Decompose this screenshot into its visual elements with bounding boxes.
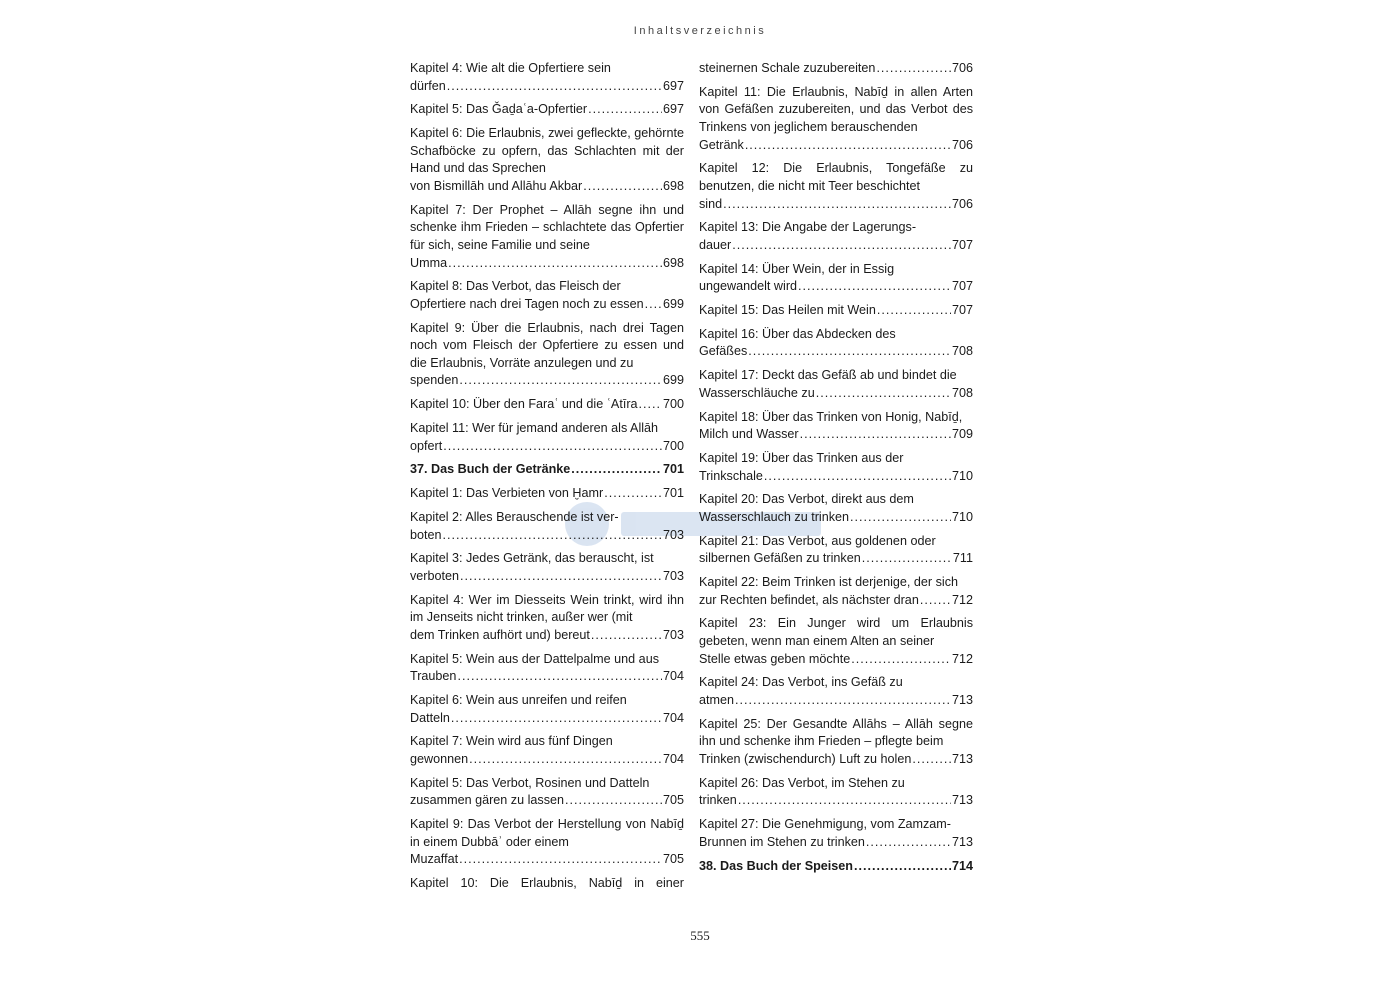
toc-entry-title: boten	[410, 527, 442, 542]
toc-entry[interactable]	[699, 326, 973, 361]
toc-entry-text: Kapitel 26: Das Verbot, im Stehen zu	[699, 775, 905, 790]
toc-entry[interactable]	[410, 875, 684, 893]
toc-entry-text: Kapitel 24: Das Verbot, ins Gefäß zu	[699, 675, 903, 690]
toc-entry-text: Kapitel 3: Jedes Getränk, das berauscht, ist	[410, 551, 654, 566]
toc-page-number: 705	[662, 852, 684, 867]
toc-page-number: 703	[662, 568, 684, 583]
toc-entry-title: Wasserschläuche zu	[699, 385, 815, 400]
toc-page-number: 713	[951, 834, 973, 849]
toc-entry[interactable]	[699, 84, 973, 154]
toc-page-number: 708	[951, 385, 973, 400]
toc-entry[interactable]	[410, 278, 684, 313]
toc-entry-title: Wasserschlauch zu trinken	[699, 509, 850, 524]
running-head: Inhaltsverzeichnis	[633, 25, 767, 37]
toc-entry-title: 37. Das Buch der Getränke	[410, 462, 571, 477]
toc-page-number: 703	[662, 627, 684, 642]
toc-entry-title: ungewandelt wird	[699, 279, 798, 294]
toc-entry[interactable]	[699, 219, 973, 254]
toc-entry-text: Kapitel 23: Ein Junger wird um Erlaubnis gebeten, wenn man einem Alten an seiner	[699, 616, 973, 649]
toc-page-number: 712	[951, 592, 973, 607]
toc-entry[interactable]	[699, 533, 973, 568]
toc-entry-title: gewonnen	[410, 752, 469, 766]
toc-entry-text: Kapitel 4: Wer im Diesseits Wein trinkt, wird ihn im Jenseits nicht trinken, außer wer (mit	[410, 592, 684, 625]
toc-entry-title: trinken	[699, 793, 737, 808]
toc-page-number: 711	[952, 551, 973, 566]
toc-entry[interactable]	[699, 409, 973, 444]
toc-page-number: 706	[951, 196, 973, 211]
toc-entry-text: Kapitel 11: Wer für jemand anderen als Allāh	[410, 421, 659, 435]
toc-page-number: 697	[662, 102, 684, 117]
toc-entry[interactable]	[410, 60, 684, 95]
toc-entry[interactable]	[699, 615, 973, 668]
dot-leader	[800, 426, 951, 444]
toc-entry-title: Trinken (zwischendurch) Luft zu holen	[699, 752, 912, 766]
toc-entry-title: Stelle etwas geben möchte	[699, 651, 851, 666]
toc-page-number: 698	[662, 178, 684, 193]
toc-entry[interactable]	[699, 674, 973, 709]
toc-page-number: 707	[951, 303, 973, 318]
dot-leader	[850, 509, 951, 527]
toc-entry[interactable]	[410, 461, 684, 479]
toc-entry-title: sind	[699, 196, 723, 211]
toc-entry-title: Opfertiere nach drei Tagen noch zu essen	[410, 296, 644, 311]
toc-page-number: 706	[951, 61, 973, 75]
toc-entry-text: Kapitel 22: Beim Trinken ist derjenige, der sich	[699, 575, 959, 590]
toc-entry[interactable]	[699, 491, 973, 526]
toc-entry[interactable]	[410, 509, 684, 544]
toc-entry-title: verboten	[410, 568, 460, 583]
toc-entry-title: Kapitel 15: Das Heilen mit Wein	[699, 303, 876, 318]
dot-leader	[645, 296, 662, 314]
dot-leader	[459, 372, 662, 390]
dot-leader	[854, 858, 951, 876]
toc-entry[interactable]	[699, 60, 973, 78]
page-number: 555	[690, 928, 710, 943]
toc-page-number: 704	[662, 669, 684, 684]
toc-entry-title: Brunnen im Stehen zu trinken	[699, 834, 865, 849]
toc-entry-text: Kapitel 8: Das Verbot, das Fleisch der	[410, 279, 621, 294]
toc-entry[interactable]	[410, 733, 684, 768]
toc-entry-text: Kapitel 9: Das Verbot der Herstellung von Nabīḏ in einem Dubbāʾ oder einem	[410, 817, 684, 849]
toc-entry-text: Kapitel 10: Die Erlaubnis, Nabīḏ in einer	[410, 876, 684, 891]
toc-page-number: 699	[662, 373, 684, 388]
dot-leader	[877, 302, 951, 320]
dot-leader	[448, 255, 662, 273]
dot-leader	[851, 651, 951, 669]
toc-entry-title: spenden	[410, 373, 459, 388]
toc-entry[interactable]	[410, 692, 684, 727]
toc-page-number: 706	[951, 137, 973, 152]
dot-leader	[732, 237, 951, 255]
dot-leader	[583, 178, 662, 196]
toc-entry-text: Kapitel 2: Alles Berauschende ist ver-	[410, 509, 619, 524]
toc-page-number: 704	[662, 752, 684, 766]
toc-entry-title: Getränk	[699, 137, 744, 152]
toc-page-number: 714	[951, 858, 973, 873]
toc-entry-title: 38. Das Buch der Speisen	[699, 858, 853, 873]
toc-entry[interactable]	[699, 160, 973, 213]
toc-page-number: 701	[662, 486, 684, 501]
toc-page-number: 700	[662, 397, 684, 412]
toc-entry-title: von Bismillāh und Allāhu Akbar	[410, 178, 583, 193]
dot-leader	[459, 851, 662, 869]
toc-entry-title: silbernen Gefäßen zu trinken	[699, 551, 861, 566]
toc-entry[interactable]	[699, 367, 973, 402]
toc-page-number: 707	[951, 279, 973, 294]
toc-page-number: 709	[951, 427, 973, 442]
toc-entry-text: Kapitel 16: Über das Abdecken des	[699, 326, 896, 341]
toc-entry[interactable]	[410, 651, 684, 686]
toc-entry[interactable]	[410, 101, 684, 119]
toc-entry-title: dem Trinken aufhört und) bereut	[410, 627, 590, 642]
toc-entry-text: Kapitel 19: Über das Trinken aus der	[699, 450, 904, 465]
dot-leader	[723, 196, 951, 214]
toc-page-number: 700	[662, 438, 684, 453]
dot-leader	[920, 592, 951, 610]
toc-entry[interactable]	[410, 125, 684, 195]
dot-leader	[565, 792, 662, 810]
toc-entry[interactable]	[699, 450, 973, 485]
toc-entry-text: Kapitel 4: Wie alt die Opfertiere sein	[410, 61, 611, 75]
toc-entry-title: Umma	[410, 255, 448, 270]
toc-entry-title: Datteln	[410, 710, 450, 725]
dot-leader	[588, 101, 662, 119]
toc-entry-text: Kapitel 25: Der Gesandte Allāhs – Allāh segne ihn und schenke ihm Frieden – pflegte beim	[699, 716, 973, 749]
toc-entry-text: Kapitel 11: Die Erlaubnis, Nabīḏ in allen Arten von Gefäßen zuzubereiten, und das Verbot des Trinkens von jeglichem berauschenden	[699, 84, 973, 134]
toc-entry-text: Kapitel 5: Das Verbot, Rosinen und Datteln	[410, 775, 650, 790]
dot-leader	[816, 385, 951, 403]
toc-entry-title: Gefäßes	[699, 344, 748, 359]
toc-page-number: 713	[951, 693, 973, 708]
toc-entry[interactable]	[410, 485, 684, 503]
dot-leader	[866, 834, 951, 852]
dot-leader	[447, 78, 662, 96]
dot-leader	[735, 692, 951, 710]
toc-entry-text: Kapitel 12: Die Erlaubnis, Tongefäße zu benutzen, die nicht mit Teer beschichtet	[699, 161, 973, 193]
toc-page-number: 698	[662, 255, 684, 270]
toc-entry-text: Kapitel 14: Über Wein, der in Essig	[699, 261, 895, 276]
dot-leader	[876, 60, 951, 78]
toc-right-column	[699, 60, 973, 881]
toc-entry[interactable]	[410, 775, 684, 810]
toc-entry-title: Kapitel 5: Das Ǧaḏaʿa-Opfertier	[410, 102, 588, 117]
toc-entry[interactable]	[410, 592, 684, 645]
toc-entry-title: Kapitel 10: Über den Faraʿ und die ʿAtīra	[410, 397, 638, 412]
dot-leader	[457, 668, 662, 686]
dot-leader	[912, 751, 951, 769]
toc-page-number: 701	[662, 462, 684, 477]
toc-entry-text: Kapitel 17: Deckt das Gefäß ab und bindet die	[699, 368, 957, 383]
toc-page-number: 710	[951, 468, 973, 483]
toc-entry-title: Milch und Wasser	[699, 427, 799, 442]
toc-entry-text: Kapitel 20: Das Verbot, direkt aus dem	[699, 492, 914, 507]
dot-leader	[571, 461, 662, 479]
dot-leader	[591, 627, 662, 645]
toc-entry-title: dauer	[699, 237, 732, 252]
toc-entry-text: Kapitel 18: Über das Trinken von Honig, Nabīḏ,	[699, 409, 963, 424]
toc-entry-text: Kapitel 7: Wein wird aus fünf Dingen	[410, 734, 613, 749]
toc-entry[interactable]	[410, 550, 684, 585]
toc-page-number: 713	[951, 752, 973, 766]
dot-leader	[745, 137, 951, 155]
toc-page-number: 699	[662, 296, 684, 311]
toc-entry[interactable]	[699, 775, 973, 810]
toc-entry[interactable]	[410, 320, 684, 390]
toc-page-number: 704	[662, 710, 684, 725]
toc-entry-text: Kapitel 21: Das Verbot, aus goldenen oder	[699, 533, 936, 548]
toc-page-number: 712	[951, 651, 973, 666]
toc-entry[interactable]	[699, 858, 973, 876]
toc-entry-title: dürfen	[410, 78, 446, 93]
dot-leader	[451, 710, 662, 728]
toc-entry[interactable]	[699, 816, 973, 851]
toc-entry[interactable]	[410, 420, 684, 455]
toc-entry[interactable]	[410, 816, 684, 869]
toc-entry[interactable]	[410, 202, 684, 272]
dot-leader	[862, 550, 952, 568]
toc-entry-title: Trinkschale	[699, 468, 763, 483]
toc-entry-title: zur Rechten befindet, als nächster dran	[699, 592, 919, 607]
toc-entry-title: zusammen gären zu lassen	[410, 793, 565, 808]
toc-entry-text: Kapitel 27: Die Genehmigung, vom Zamzam-	[699, 817, 951, 832]
toc-entry[interactable]	[699, 716, 973, 769]
toc-page-number: 710	[951, 509, 973, 524]
toc-entry-title: Kapitel 1: Das Verbieten von Ḫamr	[410, 486, 604, 501]
toc-page-number: 708	[951, 344, 973, 359]
toc-entry-text: Kapitel 5: Wein aus der Dattelpalme und aus	[410, 651, 659, 666]
toc-entry[interactable]	[699, 302, 973, 320]
dot-leader	[604, 485, 662, 503]
toc-page-number: 713	[951, 793, 973, 808]
dot-leader	[798, 278, 951, 296]
dot-leader	[748, 343, 951, 361]
dot-leader	[764, 468, 951, 486]
toc-entry-title: opfert	[410, 438, 443, 453]
toc-entry-title: Trauben	[410, 669, 457, 684]
toc-page-number: 697	[662, 78, 684, 93]
toc-entry-text: Kapitel 13: Die Angabe der Lagerungs-	[699, 220, 917, 235]
dot-leader	[738, 792, 951, 810]
dot-leader	[460, 568, 662, 586]
toc-entry-title: atmen	[699, 693, 735, 708]
toc-entry-title: steinernen Schale zuzubereiten	[699, 61, 876, 75]
toc-entry-title: Muzaffat	[410, 852, 459, 867]
toc-page-number: 707	[951, 237, 973, 252]
toc-entry-text: Kapitel 7: Der Prophet – Allāh segne ihn und schenke ihm Frieden – schlachtete das Opfertier für sich, seine Familie und seine	[410, 202, 684, 252]
toc-left-column	[410, 60, 684, 899]
dot-leader	[443, 438, 662, 456]
toc-entry[interactable]	[699, 574, 973, 609]
dot-leader	[469, 751, 662, 769]
dot-leader	[639, 396, 662, 414]
toc-entry-text: Kapitel 9: Über die Erlaubnis, nach drei Tagen noch vom Fleisch der Opfertiere zu essen und die Erlaubnis, Vorräte anzulegen und zu	[410, 320, 684, 370]
toc-entry-text: Kapitel 6: Wein aus unreifen und reifen	[410, 693, 627, 708]
dot-leader	[443, 527, 662, 545]
toc-entry-text: Kapitel 6: Die Erlaubnis, zwei gefleckte, gehörnte Schafböcke zu opfern, das Schlachten mit der Hand und das Sprechen	[410, 126, 684, 176]
toc-entry[interactable]	[410, 396, 684, 414]
toc-entry[interactable]	[699, 261, 973, 296]
toc-page-number: 703	[662, 527, 684, 542]
toc-page-number: 705	[662, 793, 684, 808]
